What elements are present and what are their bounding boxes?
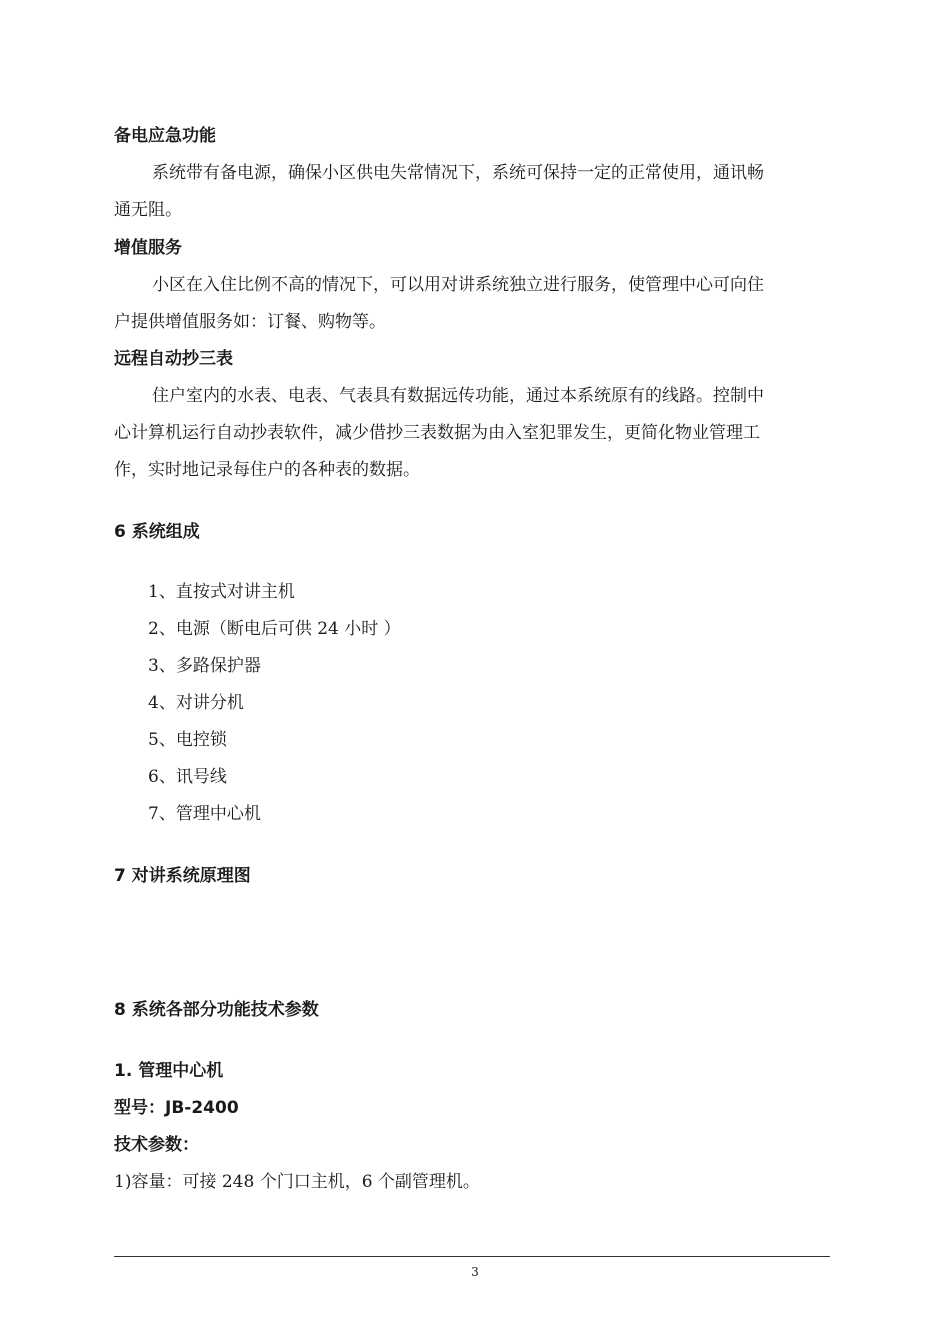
params-label: 技术参数：: [114, 1135, 199, 1155]
section-title-value-added: 增值服务: [114, 238, 182, 258]
list-item: 1、直按式对讲主机: [148, 582, 295, 602]
paragraph-line: 住户室内的水表、电表、气表具有数据远传功能，通过本系统原有的线路。控制中: [152, 386, 764, 406]
section-title-technical-params: 8 系统各部分功能技术参数: [114, 1000, 319, 1020]
paragraph-line: 小区在入住比例不高的情况下，可以用对讲系统独立进行服务，使管理中心可向住: [152, 275, 764, 295]
page-number: 3: [471, 1265, 479, 1279]
section-title-system-composition: 6 系统组成: [114, 522, 200, 542]
list-item: 6、讯号线: [148, 767, 227, 787]
model-number: 型号：JB-2400: [114, 1098, 239, 1118]
paragraph-line: 心计算机运行自动抄表软件，减少借抄三表数据为由入室犯罪发生，更简化物业管理工: [114, 423, 760, 443]
list-item: 3、多路保护器: [148, 656, 261, 676]
subsection-title-management-center: 1. 管理中心机: [114, 1061, 224, 1081]
paragraph-line: 通无阻。: [114, 200, 182, 220]
param-capacity: 1)容量：可接 248 个门口主机，6 个副管理机。: [114, 1172, 480, 1192]
paragraph-line: 作，实时地记录每住户的各种表的数据。: [114, 460, 420, 480]
paragraph-line: 户提供增值服务如：订餐、购物等。: [114, 312, 386, 332]
list-item: 7、管理中心机: [148, 804, 261, 824]
list-item: 5、电控锁: [148, 730, 227, 750]
list-item: 2、电源（断电后可供 24 小时 ）: [148, 619, 401, 639]
list-item: 4、对讲分机: [148, 693, 244, 713]
section-title-diagram: 7 对讲系统原理图: [114, 866, 251, 886]
section-title-remote-meter: 远程自动抄三表: [114, 349, 233, 369]
footer-divider: [114, 1256, 830, 1257]
paragraph-line: 系统带有备电源，确保小区供电失常情况下，系统可保持一定的正常使用，通讯畅: [152, 163, 764, 183]
section-title-backup-power: 备电应急功能: [114, 126, 216, 146]
